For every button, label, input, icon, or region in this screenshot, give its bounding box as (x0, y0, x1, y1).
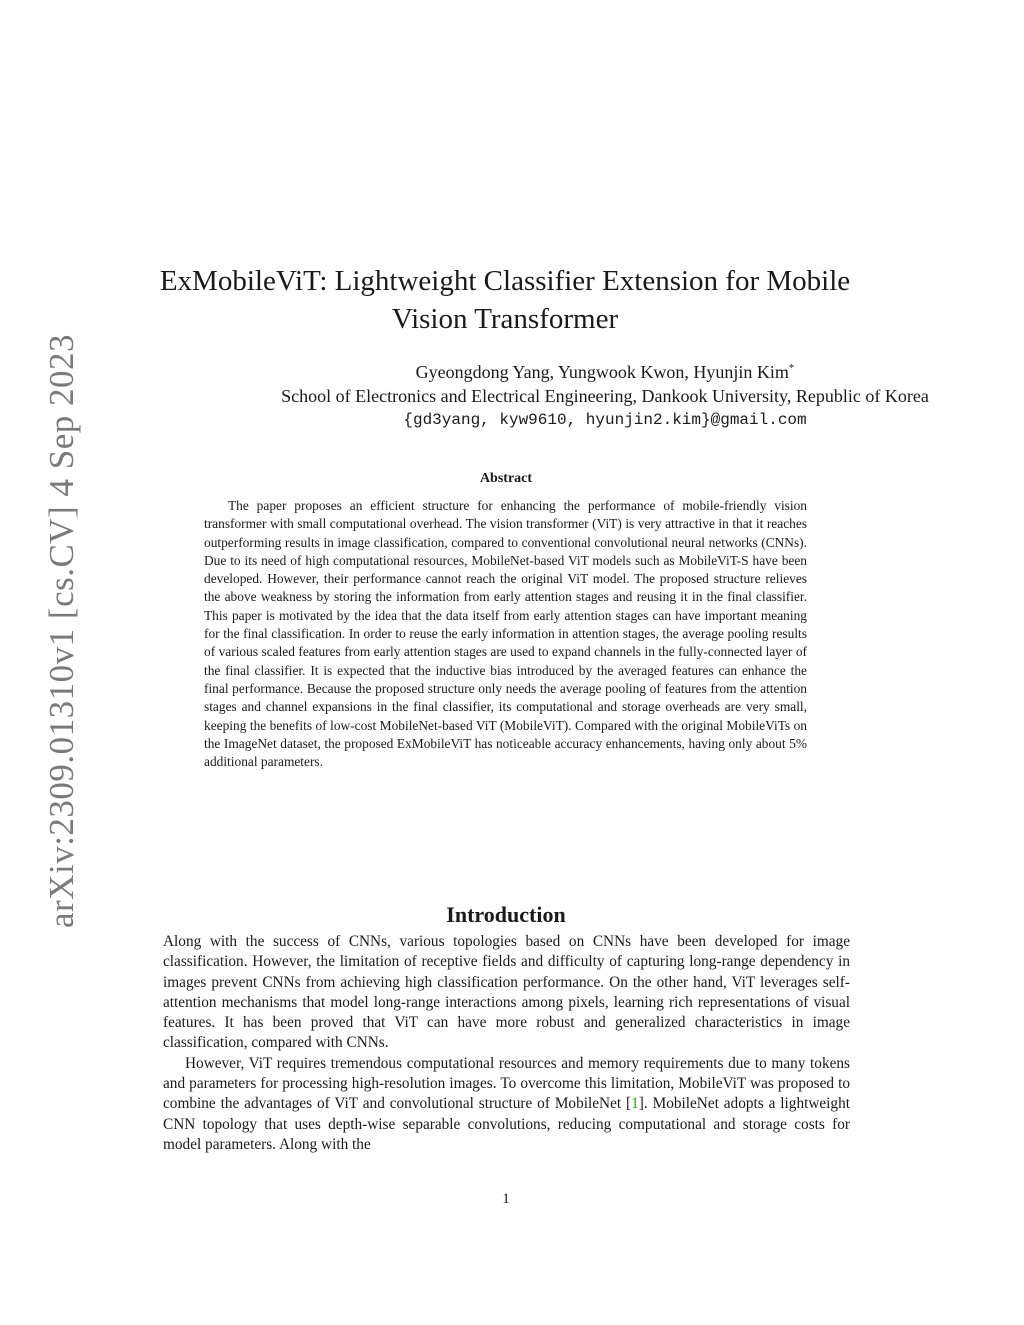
author-block (100, 360, 1024, 432)
paragraph-2-text-start: However, ViT requires tremendous computational resources and memory requirements due to many tokens and parameters for processing high-resolution images. To overcome this limitation, MobileViT was proposed to combine the advantages of ViT and convolutional structure of MobileNet [ (163, 1054, 850, 1113)
corresponding-author-mark: * (788, 362, 795, 374)
author-names (100, 360, 1024, 384)
abstract-heading: Abstract (479, 471, 533, 486)
citation-link[interactable]: 1 (631, 1095, 639, 1113)
author-list: Gyeongdong Yang, Yungwook Kwon, Hyunjin Kim (415, 362, 789, 382)
introduction-paragraph-2 (163, 1054, 850, 1155)
introduction-paragraph-1: Along with the success of CNNs, various topologies based on CNNs have been developed for image classification. However, the limitation of receptive fields and difficulty of capturing long-range dependency in images prevent CNNs from achieving high classification performance. On the other hand, ViT leverages self-attention mechanisms that model long-range interactions among pixels, learning rich representations of visual features. It has been proved that ViT can have more robust and generalized characteristics in image classification, compared with CNNs. (163, 933, 850, 1052)
author-emails: {gd3yang, kyw9610, hyunjin2.kim}@gmail.com (403, 411, 807, 429)
abstract-text: The paper proposes an efficient structure for enhancing the performance of mobile-friendly vision transformer with small computational overhead. The vision transformer (ViT) is very attractive in that it reaches outperforming results in image classification, compared to conventional convolutional neural networks (CNNs). Due to its need of high computational resources, MobileNet-based ViT models such as MobileViT-S have been developed. However, their performance cannot reach the original ViT model. The proposed structure relieves the above weakness by storing the information from early attention stages and reusing it in the final classifier. This paper is motivated by the idea that the data itself from early attention stages can have important meaning for the final classification. In order to reuse the early information in attention stages, the average pooling results of various scaled features from early attention stages are used to expand channels in the fully-connected layer of the final classifier. It is expected that the inductive bias introduced by the averaged features can enhance the final performance. Because the proposed structure only needs the average pooling of features from the attention stages and channel expansions in the final classifier, its computational and storage overheads are very small, keeping the benefits of low-cost MobileNet-based ViT (MobileViT). Compared with the original MobileViTs on the ImageNet dataset, the proposed ExMobileViT has noticeable accuracy enhancements, having only about 5% additional parameters. (204, 498, 807, 770)
arxiv-identifier: arXiv:2309.01310v1 [cs.CV] 4 Sep 2023 (42, 333, 81, 928)
introduction-heading: Introduction (446, 902, 566, 927)
affiliation: School of Electronics and Electrical Engineering, Dankook University, Republic of Korea (281, 386, 929, 406)
paper-title: ExMobileViT: Lightweight Classifier Extension for Mobile Vision Transformer (159, 265, 851, 335)
page-number: 1 (502, 1191, 510, 1207)
introduction-body (163, 932, 850, 1155)
paragraph-2-text-end: ]. MobileNet adopts a lightweight CNN topology that uses depth-wise separable convolutions, reducing computational and storage costs for model parameters. Along with the (163, 1095, 850, 1153)
